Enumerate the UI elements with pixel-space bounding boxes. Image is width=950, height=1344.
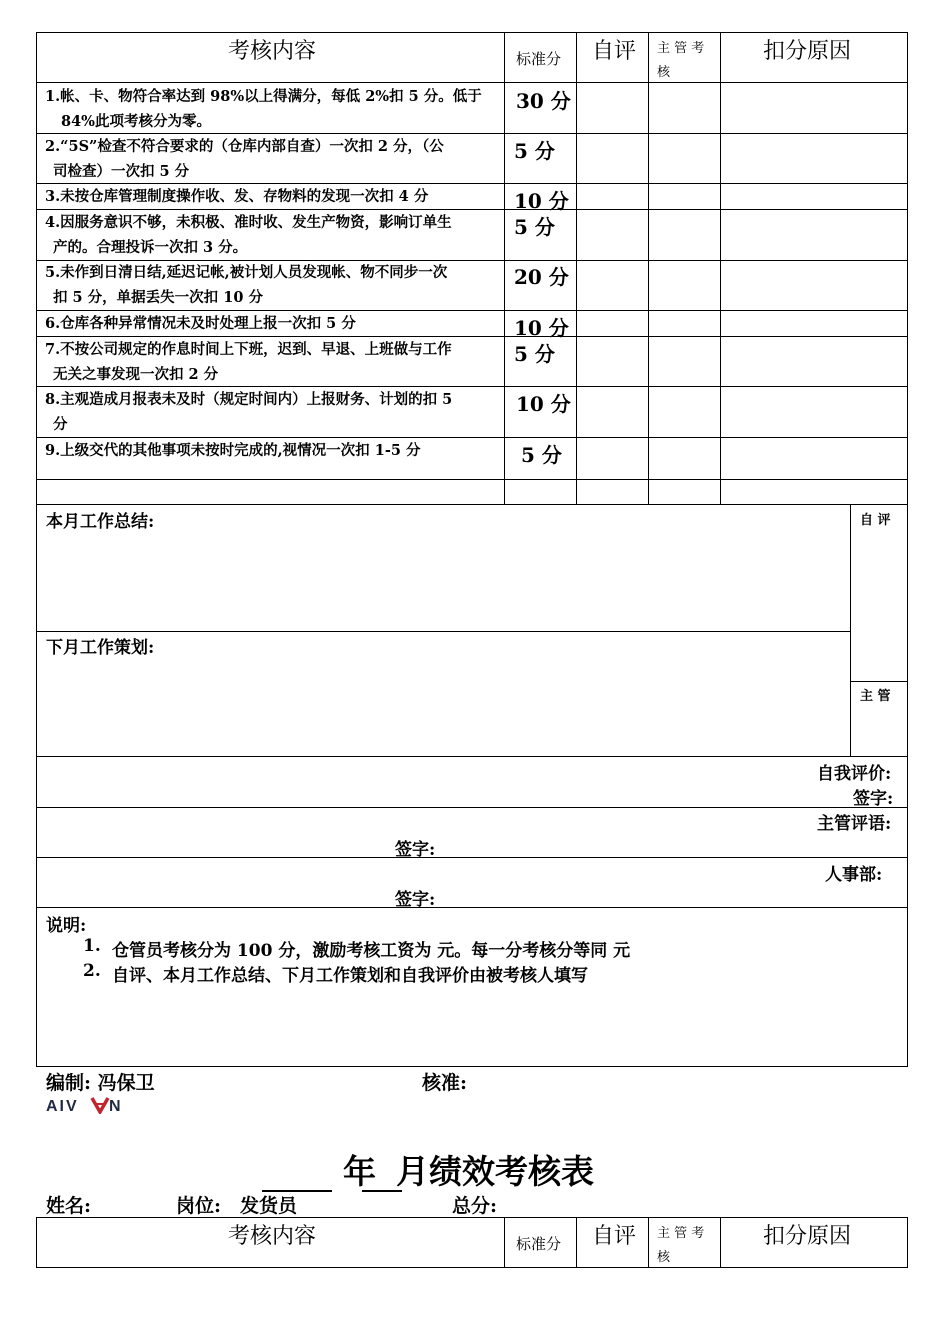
criteria-text: 2.“5S”检查不符合要求的（仓库内部自查）一次扣 2 分，（公 — [45, 138, 444, 155]
row-divider — [36, 857, 908, 858]
col-divider — [576, 32, 577, 505]
standard-score: 10 分 — [514, 189, 569, 213]
col-divider — [720, 1217, 721, 1268]
supervisor-signature-label: 签字: — [395, 840, 436, 860]
summary-supervisor-label: 主 管 — [860, 689, 891, 704]
col-divider — [504, 32, 505, 505]
header-content: 考核内容 — [228, 39, 317, 64]
note-text: 仓管员考核分为 100 分，激励考核工资为 元。每一分考核分等同 元 — [112, 941, 631, 961]
criteria-text: 84%此项考核分为零。 — [61, 113, 211, 130]
notes-title: 说明: — [46, 916, 87, 936]
svg-text:N: N — [109, 1098, 121, 1114]
header-standard-score: 标准分 — [516, 1235, 562, 1253]
approved-by: 核准: — [422, 1072, 468, 1094]
this-month-summary-label: 本月工作总结: — [46, 512, 155, 532]
criteria-item — [45, 337, 500, 387]
criteria-text: 9.上级交代的其他事项未按时完成的,视情况一次扣 1-5 分 — [45, 442, 421, 459]
criteria-item — [45, 311, 500, 336]
standard-score: 5 分 — [514, 215, 555, 239]
hr-department-label: 人事部: — [825, 865, 883, 885]
criteria-text: 扣 5 分，单据丢失一次扣 10 分 — [53, 289, 263, 306]
position-value: 发货员 — [240, 1195, 298, 1217]
standard-score: 10 分 — [516, 392, 571, 416]
criteria-text: 5.未作到日清日结,延迟记帐,被计划人员发现帐、物不同步一次 — [45, 264, 448, 281]
col-divider — [648, 1217, 649, 1268]
aiven-logo — [46, 1096, 128, 1118]
standard-score: 20 分 — [514, 265, 569, 289]
criteria-text: 3.未按仓库管理制度操作收、发、存物料的发现一次扣 4 分 — [45, 188, 429, 205]
summary-self-eval-label: 自 评 — [860, 513, 891, 528]
title-year: 年 — [343, 1152, 376, 1191]
standard-score: 5 分 — [521, 443, 562, 467]
criteria-item — [45, 210, 500, 260]
col-divider — [504, 1217, 505, 1268]
criteria-item — [45, 184, 500, 209]
criteria-text: 无关之事发现一次扣 2 分 — [53, 366, 219, 383]
criteria-text: 分 — [53, 416, 68, 433]
name-label: 姓名: — [46, 1195, 92, 1217]
criteria-item — [45, 387, 500, 437]
criteria-text: 4.因服务意识不够，未积极、准时收、发生产物资，影响订单生 — [45, 214, 452, 231]
supervisor-comment-label: 主管评语: — [817, 814, 892, 834]
total-score-label: 总分: — [452, 1195, 498, 1217]
evaluation-border — [36, 756, 908, 908]
header-content: 考核内容 — [228, 1224, 317, 1249]
row-divider — [36, 807, 908, 808]
standard-score: 10 分 — [514, 316, 569, 340]
col-divider — [576, 1217, 577, 1268]
header-deduction-reason: 扣分原因 — [763, 39, 852, 64]
svg-text:AIV: AIV — [46, 1098, 79, 1114]
notes-border — [36, 907, 908, 1067]
note-number: 1. — [83, 936, 101, 956]
header-supervisor-line2: 核 — [657, 1250, 671, 1265]
criteria-item — [45, 260, 500, 310]
row-divider — [36, 631, 851, 632]
header-self-eval: 自评 — [592, 39, 637, 64]
position-label: 岗位: — [176, 1195, 222, 1217]
criteria-text: 7.不按公司规定的作息时间上下班，迟到、早退、上班做与工作 — [45, 341, 452, 358]
header-supervisor-line1: 主 管 考 — [657, 1226, 705, 1241]
header-deduction-reason: 扣分原因 — [763, 1224, 852, 1249]
note-text: 自评、本月工作总结、下月工作策划和自我评价由被考核人填写 — [112, 966, 588, 986]
row-divider — [36, 82, 908, 83]
criteria-text: 1.帐、卡、物符合率达到 98%以上得满分，每低 2%扣 5 分。低于 — [45, 88, 482, 105]
criteria-text: 8.主观造成月报表未及时（规定时间内）上报财务、计划的扣 5 — [45, 391, 453, 408]
prepared-by: 编制: 冯保卫 — [46, 1072, 155, 1094]
header-supervisor-line1: 主 管 考 — [657, 41, 705, 56]
criteria-item — [45, 84, 500, 134]
self-evaluation-label: 自我评价: — [817, 764, 892, 784]
header-supervisor-line2: 核 — [657, 65, 671, 80]
criteria-text: 6.仓库各种异常情况未及时处理上报一次扣 5 分 — [45, 315, 356, 332]
criteria-item — [45, 134, 500, 184]
criteria-text: 产的。合理投诉一次扣 3 分。 — [53, 239, 248, 256]
criteria-text: 司检查）一次扣 5 分 — [53, 163, 190, 180]
standard-score: 30 分 — [516, 89, 571, 113]
hr-signature-label: 签字: — [395, 890, 436, 910]
criteria-item — [45, 438, 500, 463]
standard-score: 5 分 — [514, 342, 555, 366]
standard-score: 5 分 — [514, 139, 555, 163]
header-self-eval: 自评 — [592, 1224, 637, 1249]
self-signature-label: 签字: — [853, 789, 894, 809]
row-divider — [850, 681, 908, 682]
title-text: 月绩效考核表 — [396, 1152, 594, 1191]
note-number: 2. — [83, 961, 101, 981]
col-divider — [720, 32, 721, 505]
col-divider — [648, 32, 649, 505]
next-month-plan-label: 下月工作策划: — [46, 638, 155, 658]
row-divider — [36, 479, 908, 480]
logo-icon — [46, 1096, 128, 1114]
header-standard-score: 标准分 — [516, 50, 562, 68]
